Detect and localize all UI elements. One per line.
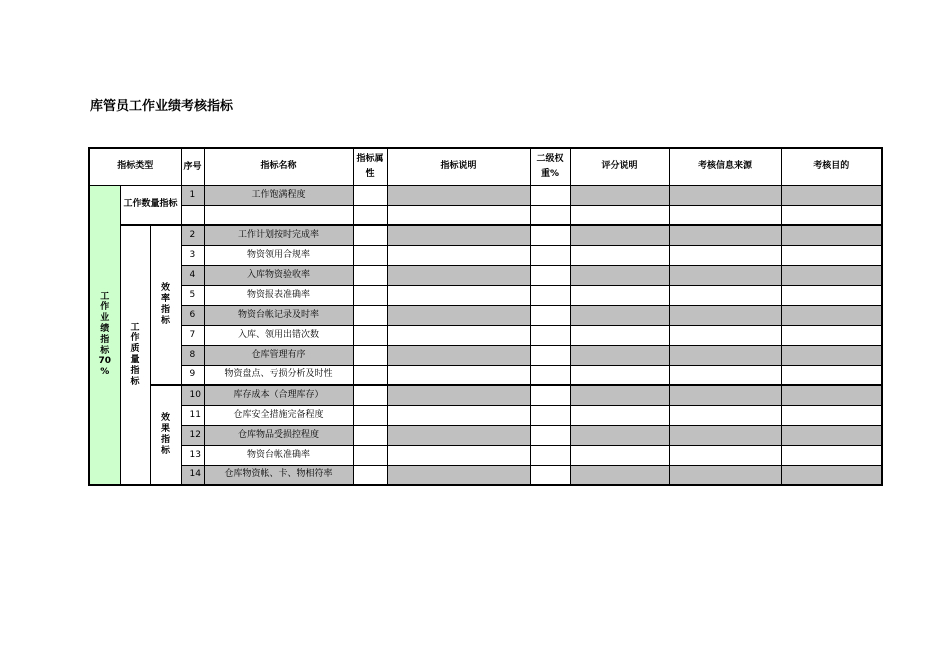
weight-cell	[530, 465, 570, 485]
indicator-name-cell: 工作计划按时完成率	[204, 225, 353, 245]
table-row	[89, 185, 882, 205]
score-cell	[570, 345, 669, 365]
indicator-name-cell: 仓库物资帐、卡、物相符率	[204, 465, 353, 485]
score-cell	[570, 205, 669, 225]
attr-cell	[353, 405, 387, 425]
table-row	[89, 205, 882, 225]
source-cell	[669, 405, 781, 425]
attr-cell	[353, 265, 387, 285]
purpose-cell	[781, 185, 882, 205]
desc-cell	[387, 305, 530, 325]
attr-cell	[353, 185, 387, 205]
seq-cell: 5	[181, 285, 204, 305]
group-quality-cell: 工 作 质 量 指 标	[120, 225, 150, 485]
score-cell	[570, 185, 669, 205]
weight-cell	[530, 325, 570, 345]
header-purpose: 考核目的	[781, 148, 882, 185]
seq-cell	[181, 205, 204, 225]
weight-cell	[530, 305, 570, 325]
weight-cell	[530, 445, 570, 465]
seq-cell: 4	[181, 265, 204, 285]
seq-cell: 1	[181, 185, 204, 205]
header-type: 指标类型	[89, 148, 181, 185]
weight-cell	[530, 365, 570, 385]
table-row	[89, 345, 882, 365]
desc-cell	[387, 285, 530, 305]
indicator-name-cell: 物资台帐记录及时率	[204, 305, 353, 325]
desc-cell	[387, 365, 530, 385]
desc-cell	[387, 205, 530, 225]
desc-cell	[387, 345, 530, 365]
weight-cell	[530, 185, 570, 205]
weight-cell	[530, 385, 570, 405]
attr-cell	[353, 365, 387, 385]
desc-cell	[387, 405, 530, 425]
weight-cell	[530, 265, 570, 285]
desc-cell	[387, 385, 530, 405]
source-cell	[669, 365, 781, 385]
indicator-name-cell	[204, 205, 353, 225]
score-cell	[570, 265, 669, 285]
purpose-cell	[781, 225, 882, 245]
seq-cell: 6	[181, 305, 204, 325]
source-cell	[669, 445, 781, 465]
indicator-name-cell: 库存成本（合理库存）	[204, 385, 353, 405]
seq-cell: 11	[181, 405, 204, 425]
group-quantity-cell: 工作数量指标	[120, 185, 181, 225]
table-row	[89, 225, 882, 245]
purpose-cell	[781, 325, 882, 345]
attr-cell	[353, 225, 387, 245]
score-cell	[570, 465, 669, 485]
source-cell	[669, 385, 781, 405]
weight-cell	[530, 245, 570, 265]
indicator-name-cell: 仓库管理有序	[204, 345, 353, 365]
header-attr: 指标属性	[353, 148, 387, 185]
indicator-name-cell: 物资报表准确率	[204, 285, 353, 305]
seq-cell: 7	[181, 325, 204, 345]
kpi-table	[88, 147, 883, 486]
purpose-cell	[781, 405, 882, 425]
desc-cell	[387, 465, 530, 485]
weight-cell	[530, 345, 570, 365]
indicator-name-cell: 仓库安全措施完备程度	[204, 405, 353, 425]
table-row	[89, 325, 882, 345]
weight-cell	[530, 425, 570, 445]
weight-cell	[530, 205, 570, 225]
source-cell	[669, 345, 781, 365]
page-title: 库管员工作业绩考核指标	[90, 99, 234, 114]
indicator-name-cell: 入库、领用出错次数	[204, 325, 353, 345]
seq-cell: 2	[181, 225, 204, 245]
header-seq: 序号	[181, 148, 204, 185]
indicator-name-cell: 仓库物品受损控程度	[204, 425, 353, 445]
indicator-name-cell: 工作饱满程度	[204, 185, 353, 205]
header-weight: 二级权重%	[530, 148, 570, 185]
header-score: 评分说明	[570, 148, 669, 185]
table-row	[89, 465, 882, 485]
desc-cell	[387, 445, 530, 465]
purpose-cell	[781, 305, 882, 325]
source-cell	[669, 465, 781, 485]
sub-effect-cell: 效 果 指 标	[150, 385, 181, 485]
seq-cell: 14	[181, 465, 204, 485]
weight-cell	[530, 405, 570, 425]
indicator-name-cell: 物资台帐准确率	[204, 445, 353, 465]
table-row	[89, 425, 882, 445]
purpose-cell	[781, 445, 882, 465]
attr-cell	[353, 345, 387, 365]
attr-cell	[353, 385, 387, 405]
table-row	[89, 405, 882, 425]
indicator-name-cell: 物资盘点、亏损分析及时性	[204, 365, 353, 385]
source-cell	[669, 285, 781, 305]
purpose-cell	[781, 285, 882, 305]
source-cell	[669, 425, 781, 445]
score-cell	[570, 385, 669, 405]
source-cell	[669, 185, 781, 205]
header-desc: 指标说明	[387, 148, 530, 185]
table-row	[89, 245, 882, 265]
header-row	[89, 148, 882, 185]
table-row	[89, 265, 882, 285]
source-cell	[669, 225, 781, 245]
score-cell	[570, 405, 669, 425]
desc-cell	[387, 185, 530, 205]
table-row	[89, 285, 882, 305]
score-cell	[570, 245, 669, 265]
score-cell	[570, 425, 669, 445]
purpose-cell	[781, 365, 882, 385]
table-row	[89, 305, 882, 325]
purpose-cell	[781, 465, 882, 485]
indicator-name-cell: 物资领用合规率	[204, 245, 353, 265]
score-cell	[570, 225, 669, 245]
header-name: 指标名称	[204, 148, 353, 185]
score-cell	[570, 285, 669, 305]
seq-cell: 3	[181, 245, 204, 265]
purpose-cell	[781, 265, 882, 285]
header-source: 考核信息来源	[669, 148, 781, 185]
table-row	[89, 365, 882, 385]
attr-cell	[353, 205, 387, 225]
source-cell	[669, 245, 781, 265]
kpi-category-cell: 工 作 业 绩 指 标 70 %	[89, 185, 120, 485]
purpose-cell	[781, 205, 882, 225]
score-cell	[570, 305, 669, 325]
source-cell	[669, 325, 781, 345]
purpose-cell	[781, 425, 882, 445]
desc-cell	[387, 325, 530, 345]
weight-cell	[530, 285, 570, 305]
seq-cell: 12	[181, 425, 204, 445]
table-row	[89, 385, 882, 405]
score-cell	[570, 365, 669, 385]
sub-efficiency-cell: 效 率 指 标	[150, 225, 181, 385]
attr-cell	[353, 245, 387, 265]
purpose-cell	[781, 385, 882, 405]
weight-cell	[530, 225, 570, 245]
score-cell	[570, 325, 669, 345]
attr-cell	[353, 305, 387, 325]
attr-cell	[353, 325, 387, 345]
purpose-cell	[781, 245, 882, 265]
source-cell	[669, 305, 781, 325]
indicator-name-cell: 入库物资验收率	[204, 265, 353, 285]
seq-cell: 9	[181, 365, 204, 385]
desc-cell	[387, 225, 530, 245]
attr-cell	[353, 425, 387, 445]
attr-cell	[353, 445, 387, 465]
seq-cell: 8	[181, 345, 204, 365]
desc-cell	[387, 265, 530, 285]
attr-cell	[353, 465, 387, 485]
score-cell	[570, 445, 669, 465]
source-cell	[669, 205, 781, 225]
seq-cell: 10	[181, 385, 204, 405]
purpose-cell	[781, 345, 882, 365]
seq-cell: 13	[181, 445, 204, 465]
attr-cell	[353, 285, 387, 305]
source-cell	[669, 265, 781, 285]
desc-cell	[387, 245, 530, 265]
table-row	[89, 445, 882, 465]
desc-cell	[387, 425, 530, 445]
